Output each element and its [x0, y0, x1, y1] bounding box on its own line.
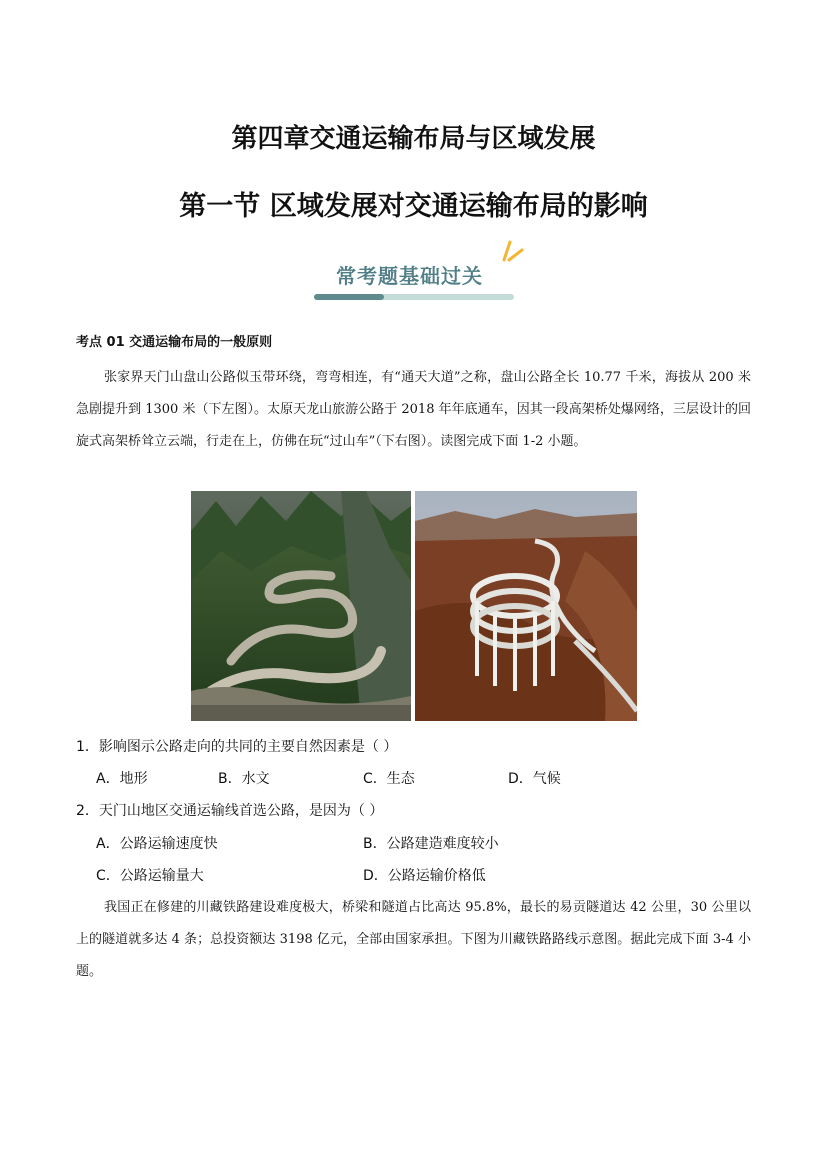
- question-1-option-a: A．地形: [96, 771, 148, 787]
- sparkle-icon: [496, 238, 526, 264]
- question-1-stem: 1．影响图示公路走向的共同的主要自然因素是（ ）: [76, 739, 398, 755]
- tianmen-mountain-road-photo: [191, 491, 411, 721]
- passage-1: 张家界天门山盘山公路似玉带环绕，弯弯相连，有“通天大道”之称，盘山公路全长 10.77 千米，海拔从 200 米急剧提升到 1300 米（下左图）。太原天龙山旅游公路于 2018 年年底通车，因其一段高架桥处爆网络，三层设计的回旋式高架桥耸立云端，行走在上，仿佛在玩“过山车”（下右图）。读图完成下面 1-2 小题。: [76, 370, 751, 449]
- question-2-option-b: B．公路建造难度较小: [363, 836, 499, 852]
- question-2-option-a: A．公路运输速度快: [96, 836, 218, 852]
- chapter-title: 第四章交通运输布局与区域发展: [231, 124, 596, 154]
- section-title: 第一节 区域发展对交通运输布局的影响: [179, 191, 648, 222]
- question-2-stem: 2．天门山地区交通运输线首选公路，是因为（ ）: [76, 803, 384, 819]
- banner-underline-accent: [314, 294, 384, 300]
- topic-heading: 考点 01 交通运输布局的一般原则: [76, 335, 273, 350]
- road-photos: [191, 491, 637, 721]
- question-2-option-c: C．公路运输量大: [96, 868, 204, 884]
- question-2-option-d: D．公路运输价格低: [363, 868, 486, 884]
- banner-text: 常考题基础过关: [336, 264, 483, 288]
- passage-2: 我国正在修建的川藏铁路建设难度极大，桥梁和隧道占比高达 95.8%，最长的易贡隧道达 42 公里，30 公里以上的隧道就多达 4 条；总投资额达 3198 亿元，全部由国家承担。下图为川藏铁路路线示意图。据此完成下面 3-4 小题。: [76, 900, 751, 979]
- tianlong-spiral-viaduct-photo: [415, 491, 637, 721]
- question-1-option-b: B．水文: [218, 771, 270, 787]
- question-1-option-d: D．气候: [508, 771, 561, 787]
- question-1-option-c: C．生态: [363, 771, 415, 787]
- section-banner: [300, 236, 530, 306]
